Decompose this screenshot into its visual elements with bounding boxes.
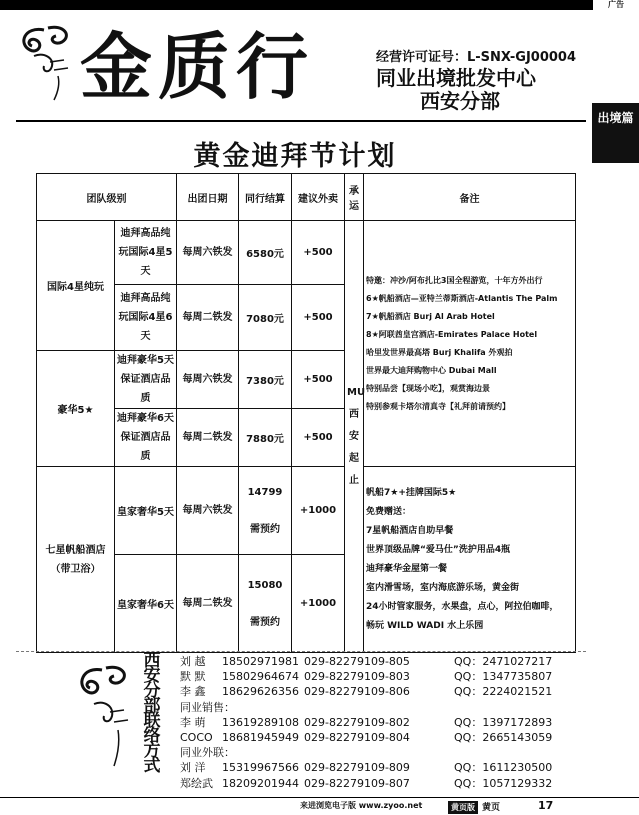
contact-qq: QQ：2665143059 (454, 730, 553, 744)
contact-phone[interactable]: 029-82279109-804 (304, 730, 410, 744)
sales-label: 同业销售： (180, 700, 235, 714)
hq-line-1: 同业出境批发中心 (376, 66, 536, 90)
price-value: 14799 (247, 486, 283, 498)
contact-row (180, 715, 560, 730)
settle-price: 7880元 (239, 409, 292, 467)
contact-name: 李 鑫 (180, 685, 206, 699)
settle-price (239, 467, 292, 555)
depart-date: 每周六铁发 (177, 221, 239, 285)
contact-list (180, 654, 560, 791)
product-name: 迪拜豪华6天保证酒店品质 (115, 409, 177, 467)
product-name: 皇家奢华6天 (115, 555, 177, 653)
contact-row (180, 730, 560, 745)
header-settle: 同行结算 (239, 174, 292, 221)
note-line: 帆船7★+挂牌国际5★ (366, 487, 457, 498)
contact-name: 李 萌 (180, 715, 206, 729)
note-line: 畅玩 WILD WADI 水上乐园 (366, 620, 484, 631)
footer-section: 黄页 (482, 803, 501, 813)
section-tab[interactable]: 出境篇 (592, 103, 639, 163)
contact-qq: QQ：1397172893 (454, 715, 553, 729)
contact-name: 默 默 (180, 670, 206, 684)
price-note: 需预约 (250, 523, 280, 535)
contact-row (180, 684, 560, 699)
note-line: 8★阿联酋皇宫酒店-Emirates Palace Hotel (366, 329, 538, 339)
price-note: 需预约 (250, 616, 280, 628)
contact-divider (16, 651, 586, 652)
header-date: 出团日期 (177, 174, 239, 221)
depart-date: 每周二铁发 (177, 285, 239, 351)
note-line: 6★帆船酒店—亚特兰蒂斯酒店-Atlantis The Palm (366, 293, 558, 303)
settle-price: 7380元 (239, 351, 292, 409)
note-line: 室内滑雪场，室内海底游乐场，黄金街 (366, 582, 520, 593)
note-line: 哈里发世界最高塔 Burj Khalifa 外观拍 (366, 347, 513, 357)
itinerary-table (36, 173, 576, 653)
table-row (37, 221, 576, 285)
header-notes: 备注 (364, 174, 576, 221)
suggest-extra: +1000 (292, 467, 345, 555)
ad-label: 广告 (591, 0, 639, 10)
settle-price (239, 555, 292, 653)
note-line: 7星帆船酒店自助早餐 (366, 525, 454, 536)
note-line: 24小时管家服务，水果盘，点心，阿拉伯咖啡， (366, 601, 559, 612)
contact-qq: QQ：2224021521 (454, 685, 553, 699)
depart-date: 每周六铁发 (177, 467, 239, 555)
price-value: 15080 (247, 579, 283, 591)
notes-cell-bottom (364, 467, 576, 653)
settle-price: 7080元 (239, 285, 292, 351)
settle-price: 6580元 (239, 221, 292, 285)
contact-qq: QQ：2471027217 (454, 655, 553, 668)
footer-badge: 黄页版 (448, 801, 478, 814)
note-line: 特别品尝【现场小吃】，观赏海边景 (366, 383, 490, 393)
contact-row (180, 654, 560, 669)
contact-row (180, 760, 560, 775)
suggest-extra: +500 (292, 221, 345, 285)
suggest-extra: +1000 (292, 555, 345, 653)
depart-date: 每周六铁发 (177, 351, 239, 409)
header-divider (16, 120, 586, 122)
note-line: 特别参观卡塔尔清真寺【礼拜前请预约】 (366, 401, 510, 411)
contact-phone[interactable]: 029-82279109-803 (304, 670, 410, 684)
contact-mobile[interactable]: 18629626356 (222, 685, 299, 699)
top-bar (0, 0, 639, 10)
table-row (37, 467, 576, 555)
contact-name: 刘 洋 (180, 761, 206, 775)
product-name: 皇家奢华5天 (115, 467, 177, 555)
product-name: 迪拜高品纯玩国际4星6天 (115, 285, 177, 351)
contact-qq: QQ：1057129332 (454, 776, 553, 790)
header-level: 团队级别 (37, 174, 177, 221)
product-name: 迪拜豪华5天保证酒店品质 (115, 351, 177, 409)
group-label: 国际4星纯玩 (37, 221, 115, 351)
contact-row (180, 776, 560, 791)
license-number: 经营许可证号：L-SNX-GJ00004 (376, 50, 577, 65)
contact-title: 西安分部联络方式 (143, 651, 161, 776)
contact-phone[interactable]: 029-82279109-806 (304, 685, 410, 699)
contact-mobile[interactable]: 15802964674 (222, 670, 299, 684)
note-line: 世界最大迪拜购物中心 Dubai Mall (366, 365, 497, 375)
header-suggest: 建议外卖 (292, 174, 345, 221)
note-line: 特邀：冲沙/阿布扎比3国全程游览，十年方外出行 (366, 275, 543, 285)
contact-mobile[interactable]: 18681945949 (222, 730, 299, 744)
contact-phone[interactable]: 029-82279109-802 (304, 715, 410, 729)
suggest-extra: +500 (292, 285, 345, 351)
contact-qq: QQ：1347735807 (454, 670, 553, 684)
plan-title: 黄金迪拜节计划 (193, 141, 397, 172)
suggest-extra: +500 (292, 351, 345, 409)
group-label: 豪华5★ (37, 351, 115, 467)
header-carrier: 承运 (345, 174, 364, 221)
contact-phone[interactable]: 029-82279109-805 (304, 655, 410, 668)
page-number: 17 (538, 799, 554, 812)
note-line: 世界顶级品牌“爱马仕”洗护用品4瓶 (366, 544, 511, 555)
footer-site[interactable]: 来进浏览电子版 www.zyoo.net (300, 801, 423, 810)
hq-line-2: 西安分部 (420, 89, 500, 113)
contact-qq: QQ：1611230500 (454, 761, 553, 775)
product-name: 迪拜高品纯玩国际4星5天 (115, 221, 177, 285)
contact-mobile[interactable]: 15319967566 (222, 761, 299, 775)
note-line: 7★帆船酒店 Burj Al Arab Hotel (366, 311, 495, 321)
contact-name: 刘 越 (180, 655, 206, 668)
contact-phone[interactable]: 029-82279109-809 (304, 761, 410, 775)
contact-logo-icon (72, 660, 134, 768)
depart-date: 每周二铁发 (177, 409, 239, 467)
contact-name: COCO (180, 730, 213, 744)
suggest-extra: +500 (292, 409, 345, 467)
depart-date: 每周二铁发 (177, 555, 239, 653)
group-label: 七星帆船酒店（带卫浴） (37, 467, 115, 653)
contact-mobile[interactable]: 13619289108 (222, 715, 299, 729)
brand-logo-icon (14, 22, 76, 102)
notes-cell-top (364, 221, 576, 467)
contact-mobile[interactable]: 18502971981 (222, 655, 299, 668)
field-label: 同业外联： (180, 746, 235, 760)
contact-name: 郑绘武 (180, 776, 213, 790)
contact-mobile[interactable]: 18209201944 (222, 776, 299, 790)
contact-row (180, 669, 560, 684)
note-line: 免费赠送： (366, 506, 412, 517)
note-line: 迪拜豪华金屋第一餐 (366, 563, 448, 574)
carrier-cell: MU西安起止 (345, 221, 364, 653)
contact-phone[interactable]: 029-82279109-807 (304, 776, 410, 790)
brand-name: 金质行 (80, 24, 315, 109)
table-header-row (37, 174, 576, 221)
